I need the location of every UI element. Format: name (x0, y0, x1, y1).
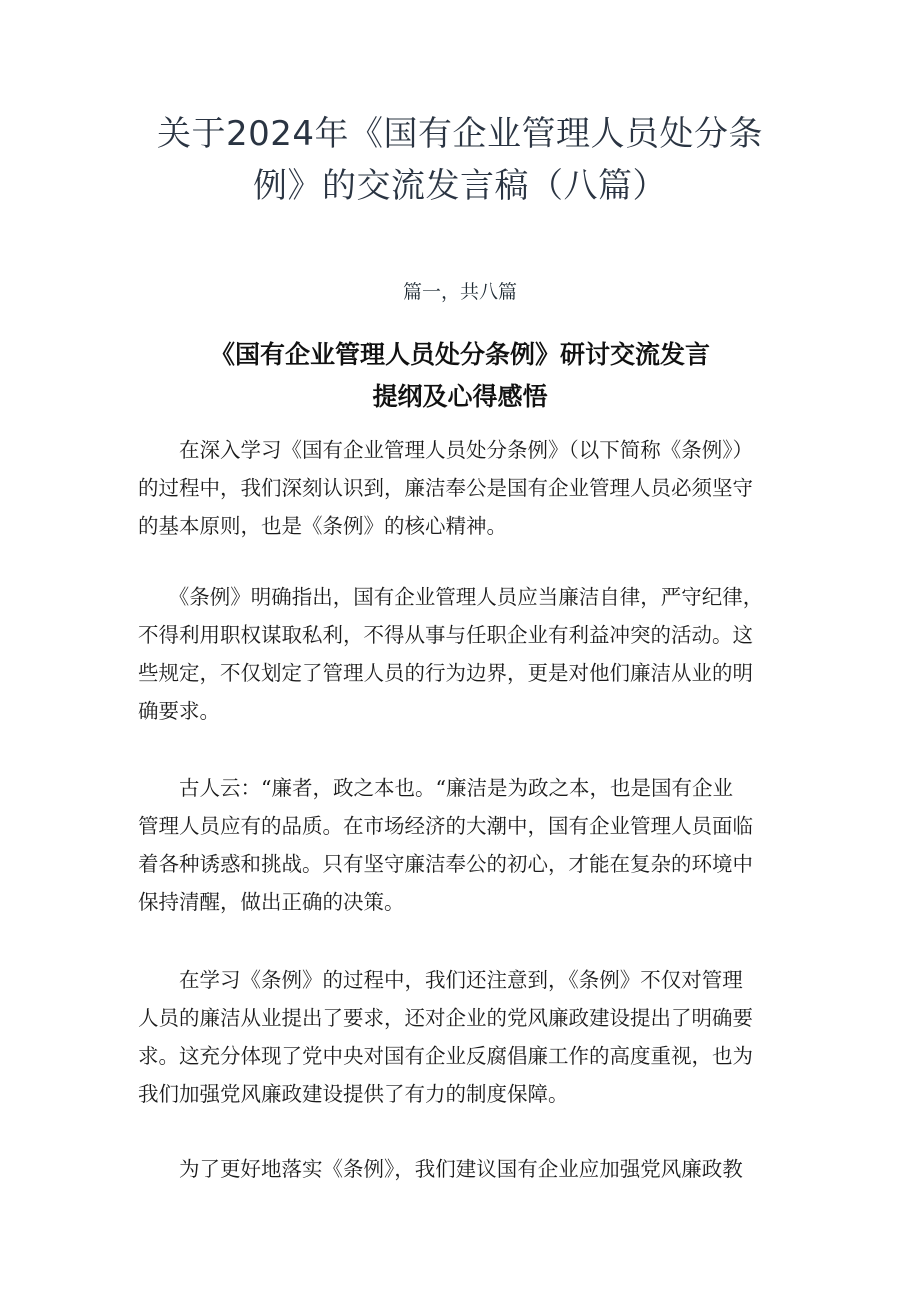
article-title (140, 334, 780, 418)
paragraph-line: 在深入学习《国有企业管理人员处分条例》（以下简称《条例》） (138, 438, 753, 462)
paragraph-line: 我们加强党风廉政建设提供了有力的制度保障。 (138, 1082, 569, 1106)
paragraph-line: 确要求。 (138, 699, 220, 723)
paragraph-line: 古人云：“廉者，政之本也。“廉洁是为政之本，也是国有企业 (138, 776, 733, 800)
paragraph-line: 些规定，不仅划定了管理人员的行为边界，更是对他们廉洁从业的明 (138, 661, 753, 685)
paragraph-line: 管理人员应有的品质。在市场经济的大潮中，国有企业管理人员面临 (138, 814, 753, 838)
paragraph-2 (138, 578, 798, 730)
paragraph-3 (138, 769, 798, 921)
paragraph-line: 为了更好地落实《条例》，我们建议国有企业应加强党风廉政教 (138, 1157, 743, 1181)
document-title (100, 108, 820, 212)
article-title-line: 提纲及心得感悟 (372, 382, 548, 411)
paragraph-line: 人员的廉洁从业提出了要求，还对企业的党风廉政建设提出了明确要 (138, 1006, 753, 1030)
paragraph-line: 的过程中，我们深刻认识到，廉洁奉公是国有企业管理人员必须坚守 (138, 476, 753, 500)
document-title-line: 关于2024年《国有企业管理人员处分条 (156, 114, 764, 154)
paragraph-line: 在学习《条例》的过程中，我们还注意到，《条例》不仅对管理 (138, 968, 743, 992)
paragraph-line: 求。这充分体现了党中央对国有企业反腐倡廉工作的高度重视，也为 (138, 1044, 753, 1068)
section-label: 篇一，共八篇 (402, 281, 517, 303)
paragraph-5 (138, 1150, 798, 1188)
paragraph-line: 《条例》明确指出，国有企业管理人员应当廉洁自律，严守纪律， (138, 585, 764, 609)
article-title-line: 《国有企业管理人员处分条例》研讨交流发言 (209, 340, 710, 369)
document-title-line: 例》的交流发言稿（八篇） (253, 166, 667, 206)
paragraph-4 (138, 961, 798, 1113)
paragraph-line: 着各种诱惑和挑战。只有坚守廉洁奉公的初心，才能在复杂的环境中 (138, 852, 753, 876)
paragraph-line: 不得利用职权谋取私利，不得从事与任职企业有利益冲突的活动。这 (138, 623, 753, 647)
paragraph-line: 的基本原则，也是《条例》的核心精神。 (138, 514, 507, 538)
paragraph-line: 保持清醒，做出正确的决策。 (138, 890, 405, 914)
paragraph-1 (138, 431, 798, 545)
